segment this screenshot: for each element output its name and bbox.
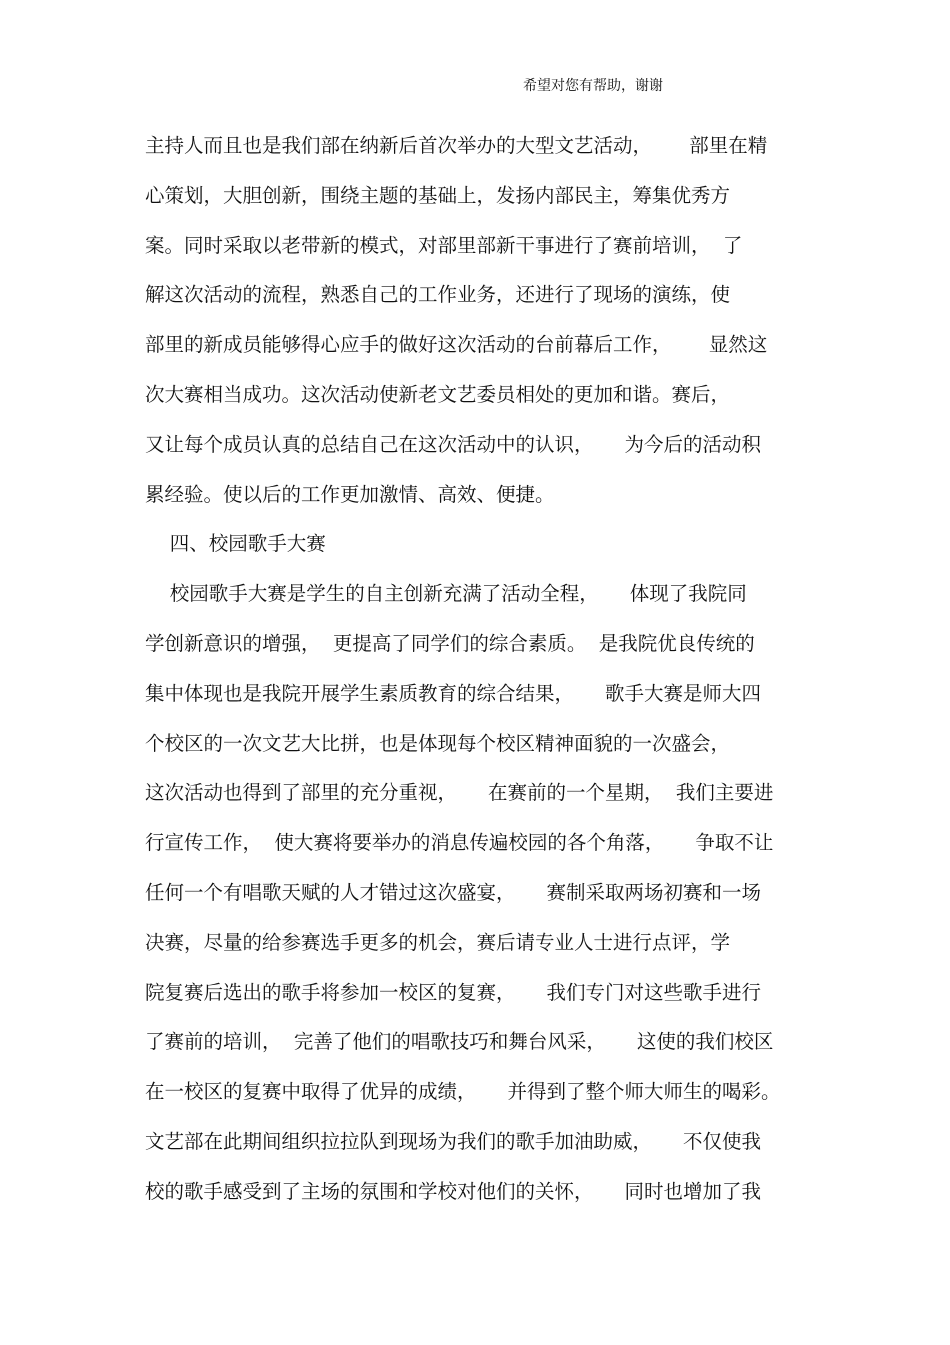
text-line: 决赛，尽量的给参赛选手更多的机会，赛后请专业人士进行点评，学	[145, 930, 731, 954]
text-line: 学创新意识的增强， 更提高了同学们的综合素质。 是我院优良传统的	[145, 631, 755, 655]
text-line: 次大赛相当成功。这次活动使新老文艺委员相处的更加和谐。赛后，	[145, 382, 731, 406]
text-line: 校的歌手感受到了主场的氛围和学校对他们的关怀， 同时也增加了我	[145, 1179, 761, 1203]
text-line: 个校区的一次文艺大比拼，也是体现每个校区精神面貌的一次盛会，	[145, 731, 731, 755]
text-line: 累经验。使以后的工作更加激情、高效、便捷。	[145, 482, 555, 506]
text-line: 了赛前的培训， 完善了他们的唱歌技巧和舞台风采， 这使的我们校区	[145, 1030, 774, 1054]
section-heading: 四、校园歌手大赛	[145, 532, 326, 556]
text-line: 校园歌手大赛是学生的自主创新充满了活动全程， 体现了我院同	[145, 582, 747, 606]
text-line: 院复赛后选出的歌手将参加一校区的复赛， 我们专门对这些歌手进行	[145, 980, 761, 1004]
text-line: 任何一个有唱歌天赋的人才错过这次盛宴， 赛制采取两场初赛和一场	[145, 880, 761, 904]
text-line: 心策划，大胆创新，围绕主题的基础上，发扬内部民主，筹集优秀方	[145, 183, 731, 207]
text-line: 文艺部在此期间组织拉拉队到现场为我们的歌手加油助威， 不仅使我	[145, 1129, 761, 1153]
document-body	[145, 121, 805, 1217]
text-line: 主持人而且也是我们部在纳新后首次举办的大型文艺活动， 部里在精	[145, 134, 768, 157]
text-line: 案。同时采取以老带新的模式，对部里部新干事进行了赛前培训， 了	[145, 233, 743, 257]
text-line: 解这次活动的流程，熟悉自己的工作业务，还进行了现场的演练，使	[145, 283, 731, 307]
text-line: 在一校区的复赛中取得了优异的成绩， 并得到了整个师大师生的喝彩。	[145, 1080, 781, 1104]
text-line: 集中体现也是我院开展学生素质教育的综合结果， 歌手大赛是师大四	[145, 681, 761, 705]
text-line: 部里的新成员能够得心应手的做好这次活动的台前幕后工作， 显然这	[145, 333, 768, 357]
text-line: 这次活动也得到了部里的充分重视， 在赛前的一个星期， 我们主要进	[145, 781, 774, 805]
text-line: 又让每个成员认真的总结自己在这次活动中的认识， 为今后的活动积	[145, 432, 761, 456]
text-line: 行宣传工作， 使大赛将要举办的消息传遍校园的各个角落， 争取不让	[145, 831, 774, 855]
header-note: 希望对您有帮助，谢谢	[523, 78, 663, 94]
